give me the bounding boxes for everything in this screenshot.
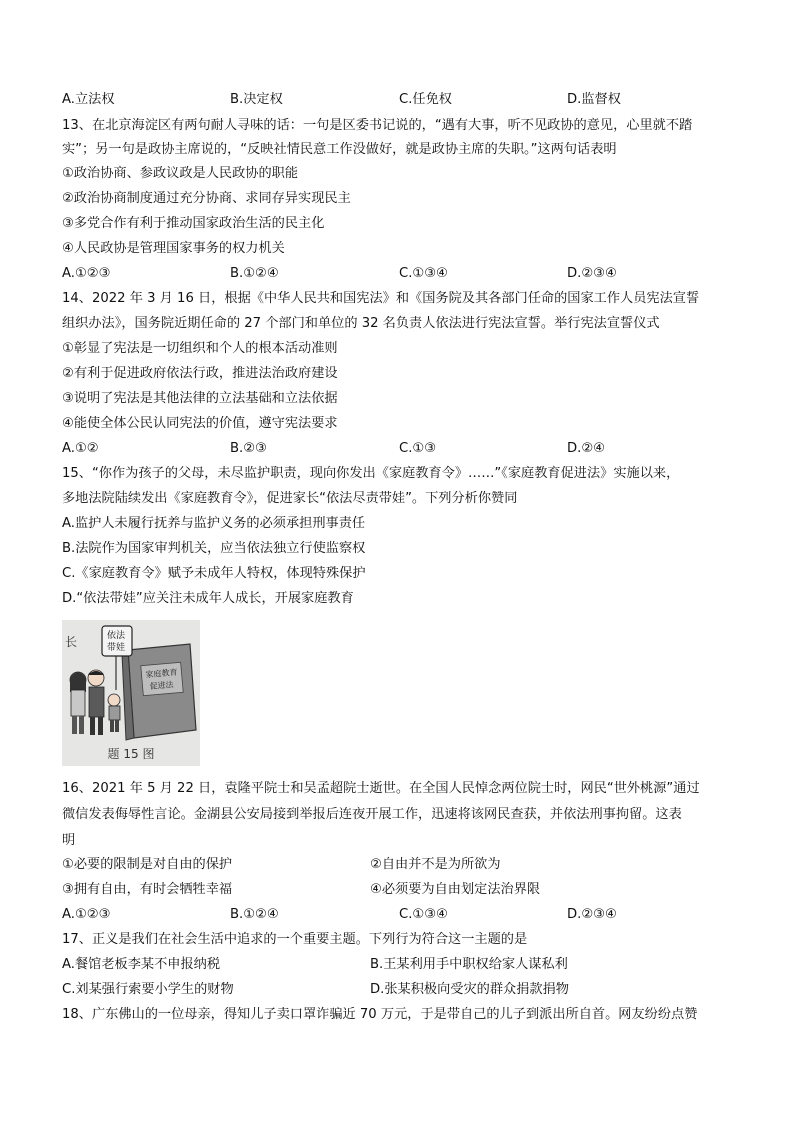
q15-stem-line-2: 多地法院陆续发出《家庭教育令》，促进家长“依法尽责带娃”。下列分析你赞同 [62, 491, 518, 506]
q16-statements-row-1 [62, 856, 752, 874]
q13-statement-4: ④人民政协是管理国家事务的权力机关 [62, 241, 285, 256]
book-title-line-2: 促进法 [149, 680, 174, 692]
q15-option-b: B.法院作为国家审判机关，应当依法独立行使监察权 [62, 541, 366, 556]
q13-stem-line-2: 实”；另一句是政协主席说的，“反映社情民意工作没做好，就是政协主席的失职。”这两句话表明 [62, 142, 617, 157]
q16-statement-2: ②自由并不是为所欲为 [370, 857, 501, 872]
q12-option-c: C.任免权 [399, 92, 452, 107]
q17-option-d: D.张某积极向受灾的群众捐款捐物 [370, 982, 569, 997]
q13-options [62, 265, 752, 283]
q17-option-b: B.王某利用手中职权给家人谋私利 [370, 957, 568, 972]
q13-option-b: B.①②④ [230, 266, 279, 281]
q15-option-a: A.监护人未履行抚养与监护义务的必须承担刑事责任 [62, 516, 366, 531]
sign-text-line-2: 带娃 [107, 643, 126, 653]
q14-option-b: B.②③ [230, 441, 267, 456]
q14-statement-4: ④能使全体公民认同宪法的价值，遵守宪法要求 [62, 416, 338, 431]
q16-stem-line-1: 16、2021 年 5 月 22 日，袁隆平院士和吴孟超院士逝世。在全国人民悼念两位院士时，网民“世外桃源”通过 [62, 781, 700, 796]
q12-option-a: A.立法权 [62, 92, 115, 107]
q13-statement-3: ③多党合作有利于推动国家政治生活的民主化 [62, 216, 325, 231]
q14-option-d: D.②④ [567, 441, 605, 456]
q15-option-d: D.“依法带娃”应关注未成年人成长，开展家庭教育 [62, 591, 354, 606]
q16-option-d: D.②③④ [567, 907, 617, 922]
q16-stem-line-2: 微信发表侮辱性言论。金湖县公安局接到举报后连夜开展工作，迅速将该网民查获，并依法刑事拘留。这表 [62, 807, 682, 822]
sign-text-line-1: 依法 [107, 631, 126, 641]
q17-options-row-1 [62, 956, 752, 974]
q12-options [62, 91, 752, 109]
q13-statement-1: ①政治协商、参政议政是人民政协的职能 [62, 166, 299, 181]
q14-options [62, 440, 752, 458]
q17-options-row-2 [62, 981, 752, 999]
q12-option-b: B.决定权 [230, 92, 283, 107]
q13-statement-2: ②政治协商制度通过充分协商、求同存异实现民主 [62, 191, 351, 206]
q16-options [62, 906, 752, 924]
q14-option-a: A.①② [62, 441, 99, 456]
q14-statement-3: ③说明了宪法是其他法律的立法基础和立法依据 [62, 391, 338, 406]
q13-option-d: D.②③④ [567, 266, 617, 281]
q16-statement-4: ④必须要为自由划定法治界限 [370, 882, 541, 897]
figure-corner-text: 长 [65, 635, 78, 649]
q16-statement-3: ③拥有自由，有时会牺牲幸福 [62, 882, 233, 897]
q17-stem: 17、正义是我们在社会生活中追求的一个重要主题。下列行为符合这一主题的是 [62, 932, 528, 947]
q16-option-c: C.①③④ [399, 907, 448, 922]
q12-option-d: D.监督权 [567, 92, 621, 107]
q14-statement-1: ①彰显了宪法是一切组织和个人的根本活动准则 [62, 341, 338, 356]
q13-stem-line-1: 13、在北京海淀区有两句耐人寻味的话：一句是区委书记说的，“遇有大事，听不见政协的意见，心里就不踏 [62, 118, 693, 133]
q14-stem-line-1: 14、2022 年 3 月 16 日，根据《中华人民共和国宪法》和《国务院及其各部门任命的国家工作人员宪法宣誓 [62, 291, 700, 306]
q15-illustration [62, 620, 200, 766]
q14-option-c: C.①③ [399, 441, 437, 456]
q16-statements-row-2 [62, 881, 752, 899]
q18-stem: 18、广东佛山的一位母亲，得知儿子卖口罩诈骗近 70 万元，于是带自己的儿子到派出所自首。网友纷纷点赞 [62, 1007, 698, 1022]
figure-caption: 题 15 图 [107, 747, 155, 761]
q16-option-b: B.①②④ [230, 907, 279, 922]
q16-option-a: A.①②③ [62, 907, 111, 922]
q16-stem-line-3: 明 [62, 833, 76, 848]
q17-option-a: A.餐馆老板李某不申报纳税 [62, 957, 221, 972]
q13-option-a: A.①②③ [62, 266, 111, 281]
book-title-line-1: 家庭教育 [145, 667, 178, 680]
q15-option-c: C.《家庭教育令》赋予未成年人特权，体现特殊保护 [62, 566, 366, 581]
q14-statement-2: ②有利于促进政府依法行政，推进法治政府建设 [62, 366, 338, 381]
q15-stem-line-1: 15、“你作为孩子的父母，未尽监护职责，现向你发出《家庭教育令》……”《家庭教育促进法》实施以来， [62, 466, 680, 481]
q17-option-c: C.刘某强行索要小学生的财物 [62, 982, 234, 997]
q13-option-c: C.①③④ [399, 266, 448, 281]
q14-stem-line-2: 组织办法》，国务院近期任命的 27 个部门和单位的 32 名负责人依法进行宪法宣誓。举行宪法宣誓仪式 [62, 316, 660, 331]
q16-statement-1: ①必要的限制是对自由的保护 [62, 857, 233, 872]
